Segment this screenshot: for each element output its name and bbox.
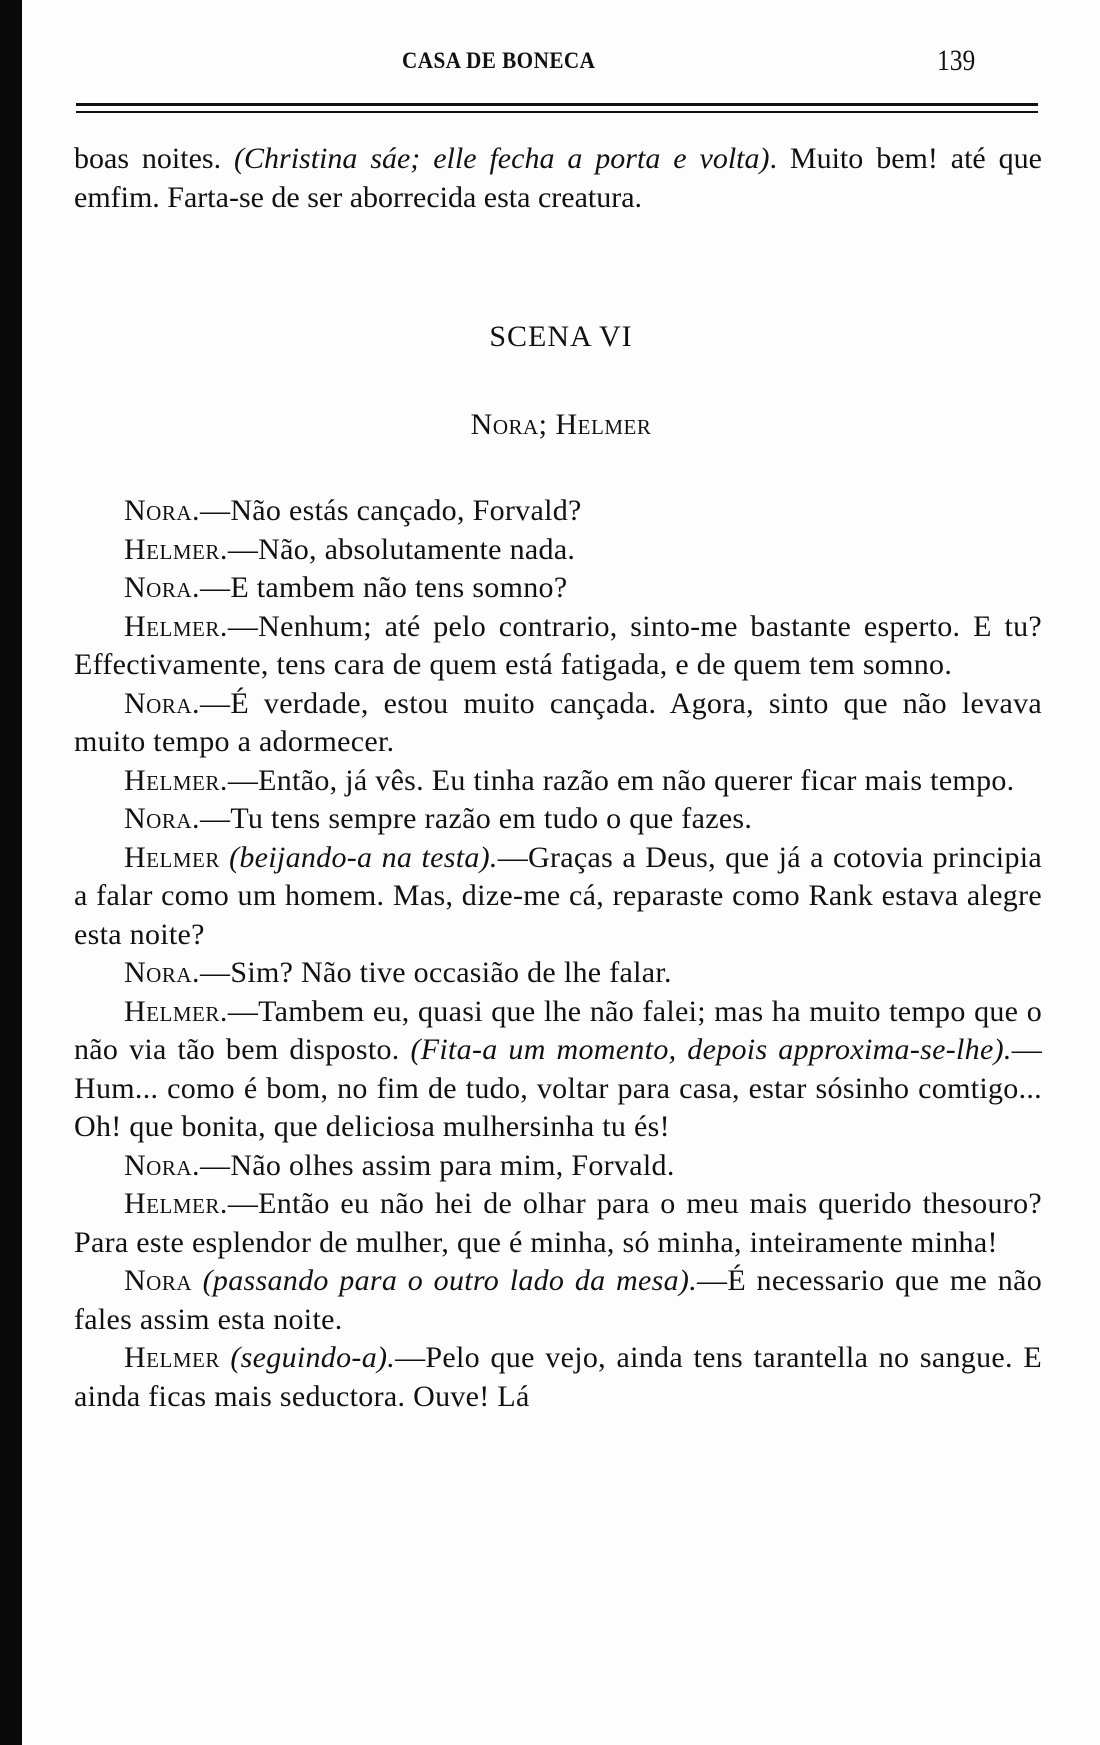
- continued-paragraph: [74, 140, 1042, 217]
- dash: —: [497, 840, 529, 874]
- dash: —: [227, 763, 259, 797]
- line-text: Então eu não hei de olhar para o meu mais querido thesouro? Para este esplendor de mulher, que é minha, só minha, inteiramente minha!: [74, 1187, 1042, 1259]
- dash: —: [200, 956, 231, 989]
- dialogue-line: [74, 685, 1042, 762]
- speaker: Nora.: [124, 494, 201, 527]
- dialogue-line: [74, 993, 1042, 1147]
- dialogue-line: [74, 762, 1042, 801]
- dash: —: [200, 686, 231, 720]
- line-text: É verdade, estou muito cançada. Agora, sinto que não levava muito tempo a adormecer.: [74, 686, 1042, 758]
- dash: —: [227, 609, 259, 643]
- line-text: Graças a Deus, que já a cotovia principia a falar como um homem. Mas, dize-me cá, reparaste como Rank estava alegre esta noite?: [74, 840, 1042, 951]
- dialogue-line: [74, 569, 1042, 608]
- running-title: CASA DE BONECA: [402, 48, 596, 73]
- speaker: Nora.: [124, 686, 201, 720]
- scene-title: SCENA VI: [489, 320, 633, 353]
- continued-text-end: . Muito bem! até que emfim. Farta-se de ser aborrecida esta creatura.: [74, 142, 1042, 214]
- speaker: Helmer.: [124, 763, 228, 797]
- dialogue-line: [74, 800, 1042, 839]
- line-text: Então, já vês. Eu tinha razão em não querer ficar mais tempo.: [258, 763, 1015, 797]
- dialogue-line: [74, 608, 1042, 685]
- continued-text-start: boas noites.: [74, 142, 235, 175]
- line-text: Tambem eu, quasi que lhe não falei; mas ha muito tempo que o não via tão bem disposto.: [74, 994, 1042, 1066]
- speaker: Helmer: [124, 1341, 220, 1374]
- header-rule-bottom: [76, 111, 1038, 113]
- line-text: É necessario que me não fales assim esta noite.: [74, 1264, 1042, 1336]
- dialogue-line: [74, 1339, 1042, 1416]
- stage-direction: (seguindo-a).: [230, 1341, 396, 1374]
- dialogue: [74, 492, 1042, 1416]
- line-text: Não, absolutamente nada.: [258, 532, 576, 566]
- scan-binding-edge: [0, 0, 22, 1745]
- line-text: Pelo que vejo, ainda tens tarantella no sangue. E ainda ficas mais seductora. Ouve! Lá: [74, 1341, 1042, 1413]
- stage-direction: (passando para o outro lado da mesa).: [202, 1264, 697, 1297]
- line-text: Tu tens sempre razão em tudo o que fazes.: [230, 802, 753, 835]
- speaker: Helmer.: [124, 532, 228, 566]
- line-text: E tambem não tens somno?: [230, 571, 568, 604]
- line-text-after: —Hum... como é bom, no fim de tudo, voltar para casa, estar sósinho comtigo... Oh! que bonita, que deliciosa mulhersinha tu és!: [74, 1033, 1042, 1143]
- speaker: Nora.: [124, 571, 201, 604]
- header-rule-top: [76, 103, 1038, 106]
- stage-direction: (Fita-a um momento, depois approxima-se-lhe).: [410, 1033, 1012, 1066]
- page-header: [22, 40, 1100, 80]
- stage-direction: (beijando-a na testa).: [229, 840, 498, 874]
- dialogue-line: [74, 954, 1042, 993]
- dialogue-line: [74, 1185, 1042, 1262]
- book-page: [22, 0, 1100, 1745]
- dialogue-line: [74, 1147, 1042, 1186]
- dash: —: [227, 532, 259, 566]
- dash: —: [697, 1264, 728, 1297]
- line-text: Não estás cançado, Forvald?: [230, 494, 582, 527]
- dash: —: [227, 1187, 259, 1220]
- dash: —: [200, 571, 231, 604]
- speaker: Nora.: [124, 802, 201, 835]
- speaker: Helmer.: [124, 994, 228, 1028]
- dash: —: [200, 802, 231, 835]
- speaker: Nora.: [124, 1148, 201, 1182]
- line-text: Sim? Não tive occasião de lhe falar.: [230, 956, 672, 989]
- line-text: Não olhes assim para mim, Forvald.: [230, 1148, 675, 1182]
- page-number: 139: [937, 44, 976, 77]
- speaker: Helmer.: [124, 609, 228, 643]
- speaker: Helmer: [124, 840, 220, 874]
- stage-direction: (Christina sáe; elle fecha a porta e volta): [234, 142, 770, 175]
- dialogue-line: [74, 492, 1042, 531]
- scene-cast: Nora; Helmer: [470, 408, 652, 441]
- speaker: Nora: [124, 1264, 193, 1297]
- line-text: Nenhum; até pelo contrario, sinto-me bastante esperto. E tu? Effectivamente, tens cara de quem está fatigada, e de quem tem somno.: [74, 609, 1042, 681]
- dialogue-line: [74, 1262, 1042, 1339]
- dialogue-line: [74, 531, 1042, 570]
- dash: —: [395, 1341, 426, 1374]
- dash: —: [227, 994, 259, 1028]
- speaker: Helmer.: [124, 1187, 228, 1220]
- dash: —: [200, 1148, 231, 1182]
- dash: —: [200, 494, 231, 527]
- speaker: Nora.: [124, 956, 201, 989]
- dialogue-line: [74, 839, 1042, 955]
